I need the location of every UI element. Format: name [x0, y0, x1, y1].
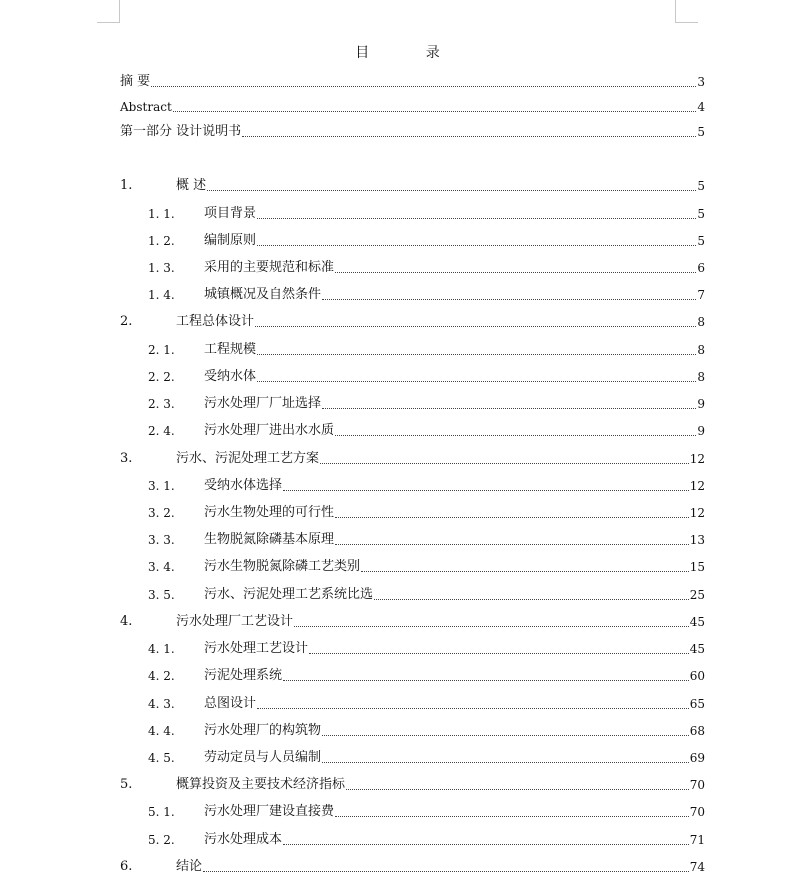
toc-chapter-entry[interactable]: [120, 174, 705, 194]
dot-leader: [257, 708, 689, 709]
toc-entry-number: 1.: [120, 178, 133, 193]
toc-entry-title: 污水处理工艺设计: [204, 641, 309, 656]
dot-leader: [255, 326, 696, 327]
toc-entry-title: 采用的主要规范和标准: [204, 260, 335, 275]
toc-entry-number: 1. 2.: [148, 234, 175, 248]
toc-section-entry[interactable]: [148, 828, 705, 848]
toc-entry-number: 3. 1.: [148, 479, 175, 493]
toc-entry-number: 2. 1.: [148, 343, 175, 357]
toc-chapter-entry[interactable]: [120, 773, 705, 793]
dot-leader: [320, 463, 689, 464]
dot-leader: [257, 354, 696, 355]
dot-leader: [283, 490, 689, 491]
toc-section-entry[interactable]: [148, 555, 705, 575]
toc-entry-number: 5.: [120, 777, 133, 792]
toc-entry-abstract-en[interactable]: [120, 95, 705, 115]
toc-entry-title: 污水处理厂厂址选择: [204, 396, 322, 411]
toc-section-entry[interactable]: [148, 283, 705, 303]
toc-section-entry[interactable]: [148, 256, 705, 276]
toc-entry-number: 3. 3.: [148, 533, 175, 547]
toc-entry-number: 1. 3.: [148, 261, 175, 275]
toc-entry-page: 9: [697, 397, 705, 411]
toc-entry-title: 污泥处理系统: [204, 668, 283, 683]
toc-section-entry[interactable]: [148, 528, 705, 548]
dot-leader: [242, 136, 696, 137]
toc-entry-number: 5. 1.: [148, 805, 175, 819]
toc-entry-number: 3. 5.: [148, 588, 175, 602]
toc-entry-title: 总图设计: [204, 696, 257, 711]
toc-entry-page: 5: [697, 234, 705, 248]
toc-entry-page: 12: [689, 452, 705, 466]
toc-entry-title: 第一部分 设计说明书: [120, 124, 242, 139]
dot-leader: [283, 844, 689, 845]
toc-entry-title: 污水处理厂进出水水质: [204, 423, 335, 438]
toc-entry-number: 1. 4.: [148, 288, 175, 302]
toc-entry-title: 污水、污泥处理工艺方案: [176, 451, 320, 466]
toc-section-entry[interactable]: [148, 719, 705, 739]
toc-entry-title: 概算投资及主要技术经济指标: [176, 777, 346, 792]
toc-section-entry[interactable]: [148, 637, 705, 657]
dot-leader: [309, 653, 689, 654]
dot-leader: [335, 435, 696, 436]
dot-leader: [374, 599, 689, 600]
toc-entry-page: 7: [697, 288, 705, 302]
toc-section-entry[interactable]: [148, 800, 705, 820]
toc-entry-page: 71: [689, 833, 705, 847]
toc-section-entry[interactable]: [148, 419, 705, 439]
dot-leader: [335, 544, 689, 545]
toc-entry-title: 受纳水体选择: [204, 478, 283, 493]
toc-chapter-entry[interactable]: [120, 610, 705, 630]
toc-chapter-entry[interactable]: [120, 310, 705, 330]
toc-entry-page: 8: [697, 343, 705, 357]
toc-entry-number: 3. 4.: [148, 560, 175, 574]
toc-entry-number: 5. 2.: [148, 833, 175, 847]
table-of-contents: [120, 0, 705, 872]
toc-entry-title: 污水处理厂建设直接费: [204, 804, 335, 819]
toc-entry-page: 60: [689, 669, 705, 683]
toc-entry-page: 5: [697, 179, 705, 193]
dot-leader: [322, 299, 696, 300]
dot-leader: [257, 218, 696, 219]
toc-entry-title: 城镇概况及自然条件: [204, 287, 322, 302]
toc-entry-number: 2. 4.: [148, 424, 175, 438]
toc-entry-page: 12: [689, 479, 705, 493]
toc-title: 目 录: [355, 45, 466, 61]
toc-entry-number: 3. 2.: [148, 506, 175, 520]
toc-entry-title: 工程总体设计: [176, 314, 255, 329]
toc-entry-title: 污水生物处理的可行性: [204, 505, 335, 520]
toc-entry-page: 8: [697, 315, 705, 329]
toc-entry-title: 摘 要: [120, 74, 151, 89]
toc-entry-title: 污水处理厂工艺设计: [176, 614, 294, 629]
toc-entry-page: 45: [689, 642, 705, 656]
toc-entry-page: 68: [689, 724, 705, 738]
toc-section-entry[interactable]: [148, 664, 705, 684]
toc-entry-number: 2. 2.: [148, 370, 175, 384]
toc-entry-number: 2.: [120, 314, 133, 329]
toc-entry-title: 工程规模: [204, 342, 257, 357]
toc-section-entry[interactable]: [148, 692, 705, 712]
toc-section-entry[interactable]: [148, 583, 705, 603]
toc-entry-number: 6.: [120, 859, 133, 874]
dot-leader: [322, 408, 696, 409]
toc-entry-title: 污水处理成本: [204, 832, 283, 847]
dot-leader: [322, 762, 689, 763]
dot-leader: [294, 626, 689, 627]
toc-section-entry[interactable]: [148, 365, 705, 385]
toc-entry-number: 4.: [120, 614, 133, 629]
toc-entry-number: 4. 2.: [148, 669, 175, 683]
toc-entry-page: 70: [689, 805, 705, 819]
toc-entry-page: 15: [689, 560, 705, 574]
toc-section-entry[interactable]: [148, 746, 705, 766]
toc-chapter-entry[interactable]: [120, 855, 705, 875]
dot-leader: [257, 245, 696, 246]
toc-entry-number: 3.: [120, 451, 133, 466]
toc-entry-page: 6: [697, 261, 705, 275]
toc-entry-page: 70: [689, 778, 705, 792]
dot-leader: [346, 789, 689, 790]
toc-entry-page: 4: [697, 100, 705, 114]
toc-entry-page: 5: [697, 125, 705, 139]
toc-entry-page: 25: [689, 588, 705, 602]
toc-entry-title: 污水生物脱氮除磷工艺类别: [204, 559, 361, 574]
toc-entry-number: 4. 1.: [148, 642, 175, 656]
toc-entry-title: 受纳水体: [204, 369, 257, 384]
dot-leader: [335, 272, 696, 273]
toc-entry-title: 项目背景: [204, 206, 257, 221]
toc-entry-number: 4. 5.: [148, 751, 175, 765]
toc-entry-page: 13: [689, 533, 705, 547]
toc-entry-title: 结论: [176, 859, 203, 874]
toc-entry-page: 69: [689, 751, 705, 765]
crop-mark-top-left: [97, 0, 120, 23]
toc-entry-page: 3: [697, 75, 705, 89]
toc-entry-number: 4. 4.: [148, 724, 175, 738]
toc-section-entry[interactable]: [148, 501, 705, 521]
toc-entry-title: 污水处理厂的构筑物: [204, 723, 322, 738]
toc-chapter-entry[interactable]: [120, 447, 705, 467]
toc-section-entry[interactable]: [148, 392, 705, 412]
dot-leader: [322, 735, 689, 736]
toc-entry-page: 74: [689, 860, 705, 874]
toc-entry-number: 2. 3.: [148, 397, 175, 411]
toc-entry-title: 劳动定员与人员编制: [204, 750, 322, 765]
toc-entry-page: 45: [689, 615, 705, 629]
toc-section-entry[interactable]: [148, 338, 705, 358]
dot-leader: [361, 571, 689, 572]
toc-entry-page: 9: [697, 424, 705, 438]
dot-leader: [173, 111, 697, 112]
dot-leader: [151, 86, 696, 87]
dot-leader: [335, 517, 689, 518]
toc-entry-abstract-cn[interactable]: [120, 70, 705, 90]
toc-entry-part-one[interactable]: [120, 120, 705, 140]
toc-entry-page: 8: [697, 370, 705, 384]
toc-entry-title: 概 述: [176, 178, 207, 193]
toc-entry-page: 65: [689, 697, 705, 711]
dot-leader: [283, 680, 689, 681]
toc-entry-title: 生物脱氮除磷基本原理: [204, 532, 335, 547]
toc-entry-number: 1. 1.: [148, 207, 175, 221]
toc-entry-page: 12: [689, 506, 705, 520]
toc-entry-page: 5: [697, 207, 705, 221]
toc-entry-number: 4. 3.: [148, 697, 175, 711]
dot-leader: [335, 816, 689, 817]
toc-entry-title: 污水、污泥处理工艺系统比选: [204, 587, 374, 602]
toc-entry-title: 编制原则: [204, 233, 257, 248]
toc-section-entry[interactable]: [148, 474, 705, 494]
dot-leader: [257, 381, 696, 382]
toc-section-entry[interactable]: [148, 202, 705, 222]
toc-section-entry[interactable]: [148, 229, 705, 249]
toc-entry-title: Abstract: [120, 100, 172, 114]
dot-leader: [207, 190, 696, 191]
